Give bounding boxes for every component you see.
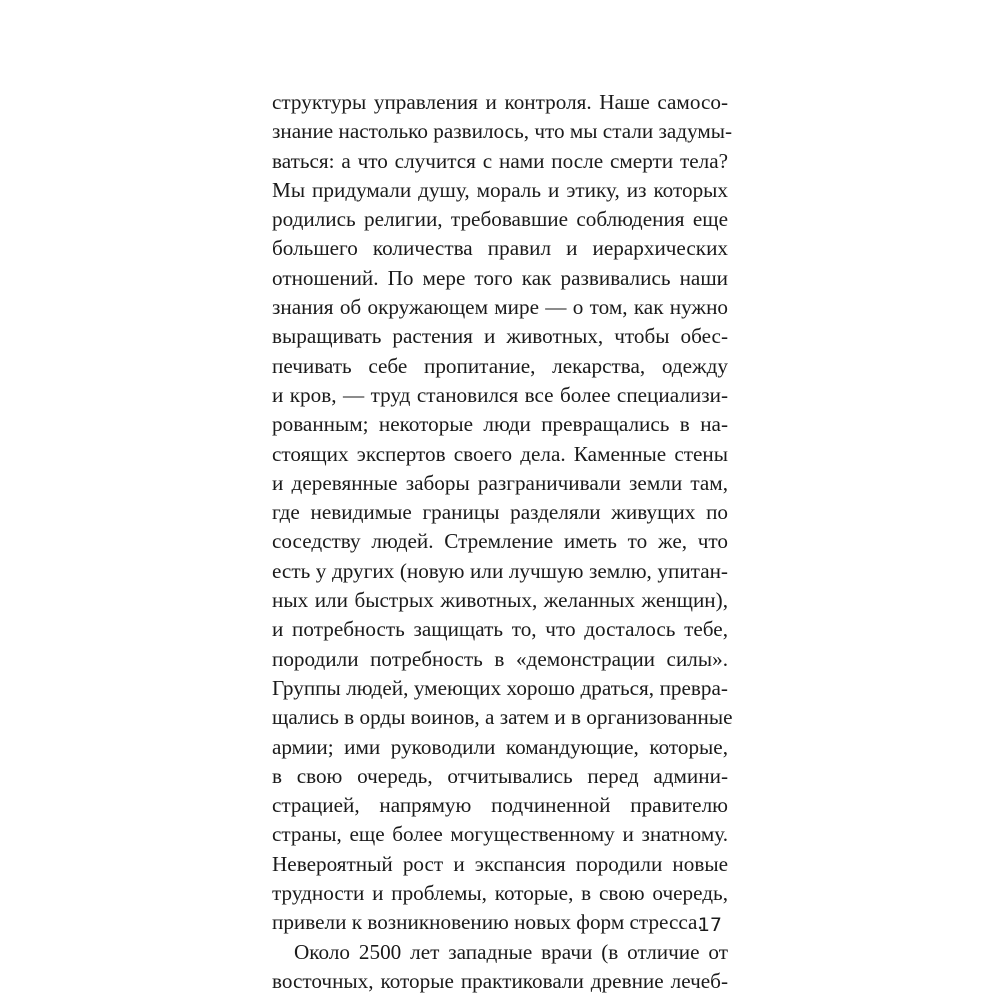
text-line: родились религии, требовавшие соблюдения еще	[272, 207, 728, 232]
body-text	[272, 88, 733, 996]
text-line: и кров, — труд становился все более специализи-	[272, 382, 728, 407]
text-line: отношений. По мере того как развивались наши	[272, 265, 728, 290]
text-line: породили потребность в «демонстрации силы».	[272, 646, 728, 671]
text-line: выращивать растения и животных, чтобы обес-	[272, 324, 728, 349]
text-line: большего количества правил и иерархических	[272, 236, 728, 261]
text-line: Около 2500 лет западные врачи (в отличие от	[294, 939, 728, 964]
text-line: и потребность защищать то, что досталось тебе,	[272, 617, 728, 642]
text-line: рованным; некоторые люди превращались в на-	[272, 412, 728, 437]
text-line: Группы людей, умеющих хорошо драться, превра-	[272, 675, 728, 700]
text-line: печивать себе пропитание, лекарства, одежду	[272, 353, 728, 378]
text-line: армии; ими руководили командующие, которые,	[272, 734, 728, 759]
text-line: Невероятный рост и экспансия породили новые	[272, 851, 728, 876]
text-line: знание настолько развилось, что мы стали задумы-	[272, 119, 733, 144]
page-number: 17	[697, 914, 722, 936]
text-line: ных или быстрых животных, желанных женщин),	[272, 588, 728, 613]
text-line: есть у других (новую или лучшую землю, упитан-	[272, 558, 728, 583]
text-line: стоящих экспертов своего дела. Каменные стены	[272, 441, 728, 466]
text-line: страцией, напрямую подчиненной правителю	[272, 793, 728, 818]
text-line: восточных, которые практиковали древние лечеб-	[272, 968, 728, 993]
text-line: страны, еще более могущественному и знатному.	[272, 822, 728, 847]
text-line: трудности и проблемы, которые, в свою очередь,	[272, 881, 728, 906]
text-line: и деревянные заборы разграничивали земли там,	[272, 470, 728, 495]
text-line: привели к возникновению новых форм стресса.	[272, 910, 703, 935]
paragraph	[272, 938, 728, 997]
text-line: Мы придумали душу, мораль и этику, из которых	[272, 177, 728, 202]
text-line: соседству людей. Стремление иметь то же, что	[272, 529, 728, 554]
text-line: в свою очередь, отчитывались перед админи-	[272, 763, 728, 788]
text-line: ваться: а что случится с нами после смерти тела?	[272, 148, 728, 173]
paragraph	[272, 88, 733, 938]
text-line: где невидимые границы разделяли живущих по	[272, 500, 728, 525]
text-line: структуры управления и контроля. Наше самосо-	[272, 90, 728, 114]
text-line: щались в орды воинов, а затем и в организованные	[272, 705, 733, 730]
text-line: знания об окружающем мире — о том, как нужно	[272, 295, 728, 320]
